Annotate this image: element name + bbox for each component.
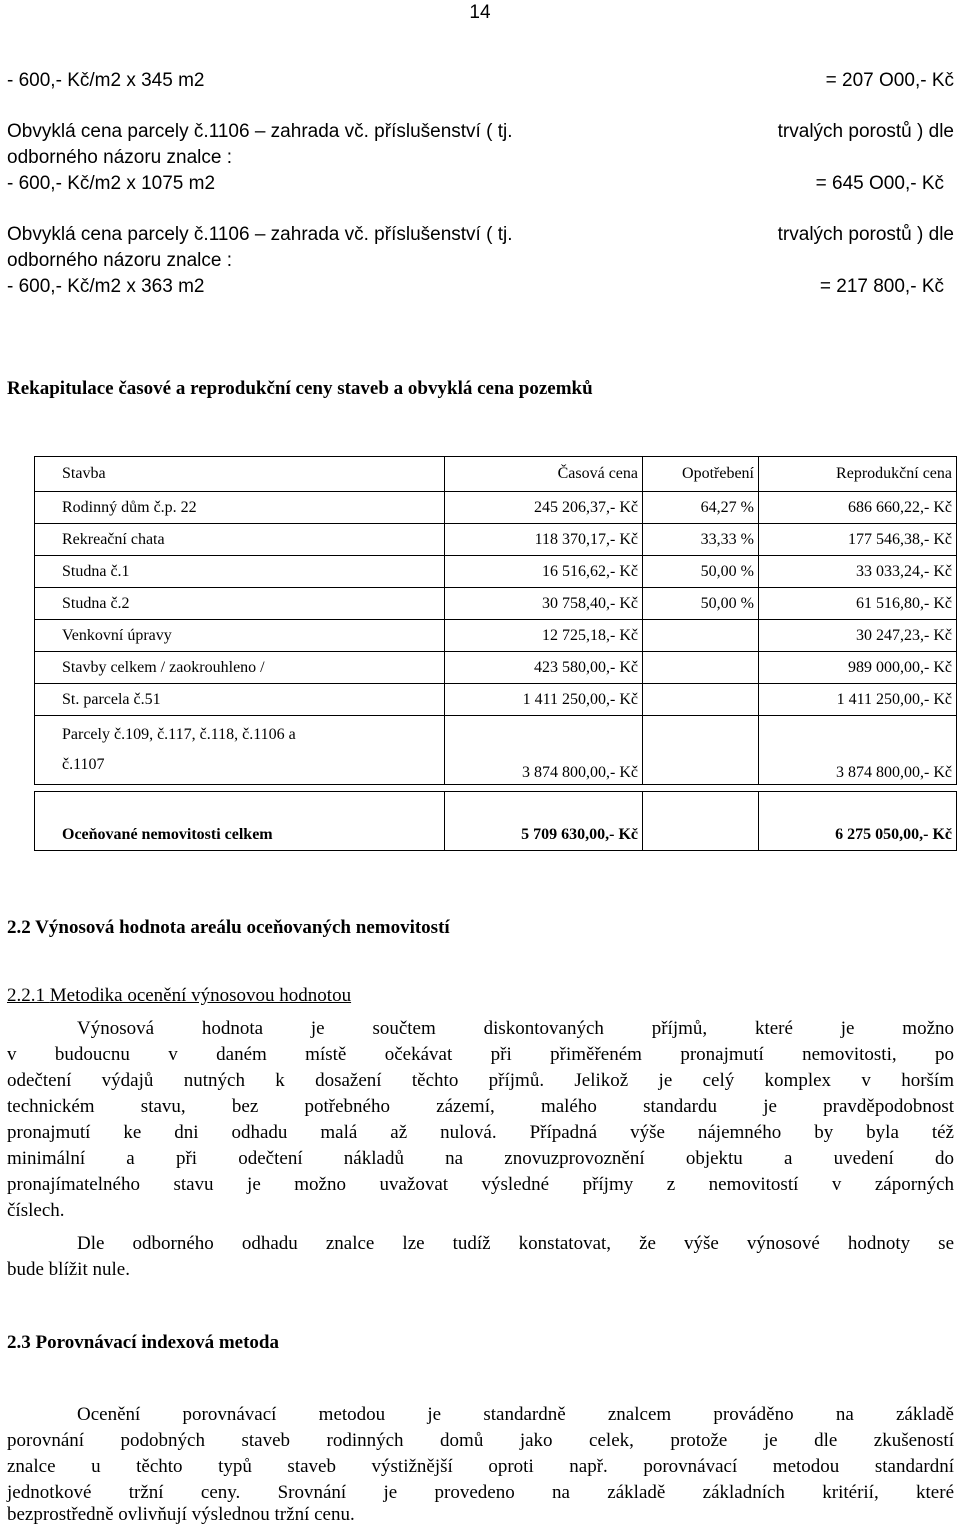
row-time-price: 423 580,00,- Kč — [445, 652, 643, 684]
section-2-3-heading — [7, 1331, 279, 1355]
parcels-name-line2: č.1107 — [62, 756, 105, 773]
paragraph-line: bude blížit nule. — [7, 1259, 130, 1280]
row-name: Studna č.2 — [35, 588, 445, 620]
row-repro-price: 1 411 250,00,- Kč — [759, 684, 957, 716]
valuation-1-formula: - 600,- Kč/m2 x 345 m2 — [7, 70, 205, 91]
valuation-1-result: = 207 O00,- Kč — [825, 70, 954, 91]
table-row — [35, 556, 957, 588]
valuation-3-description: Obvyklá cena parcely č.1106 – zahrada vč. příslušenství ( tj. — [7, 224, 513, 245]
total-time-price: 5 709 630,00,- Kč — [445, 792, 643, 851]
section-2-3-title: Porovnávací indexová metoda — [35, 1332, 279, 1353]
table-spacer — [35, 785, 957, 792]
row-depreciation: 64,27 % — [643, 492, 759, 524]
total-depreciation — [643, 792, 759, 851]
total-name: Oceňované nemovitosti celkem — [35, 792, 445, 851]
paragraph-line: minimální a při odečtení nákladů na znovuzprovoznění objektu a uvedení do — [7, 1148, 954, 1169]
row-repro-price: 30 247,23,- Kč — [759, 620, 957, 652]
paragraph-line: číslech. — [7, 1200, 65, 1221]
table-row — [35, 524, 957, 556]
row-name: Venkovní úpravy — [35, 620, 445, 652]
valuation-3-formula: - 600,- Kč/m2 x 363 m2 — [7, 276, 205, 297]
row-name: Stavby celkem / zaokrouhleno / — [35, 652, 445, 684]
table-row — [35, 492, 957, 524]
row-name: Studna č.1 — [35, 556, 445, 588]
row-name: St. parcela č.51 — [35, 684, 445, 716]
row-depreciation — [643, 620, 759, 652]
spacer-cell — [445, 785, 643, 792]
row-time-price: 1 411 250,00,- Kč — [445, 684, 643, 716]
row-repro-price: 61 516,80,- Kč — [759, 588, 957, 620]
spacer-cell — [759, 785, 957, 792]
valuation-3-note: odborného názoru znalce : — [7, 250, 232, 271]
table-row — [35, 652, 957, 684]
paragraph-line: v budoucnu v daném místě očekávat při přiměřeném pronajmutí nemovitosti, po — [7, 1044, 954, 1065]
parcels-depreciation — [643, 716, 759, 785]
valuation-2-description: Obvyklá cena parcely č.1106 – zahrada vč. příslušenství ( tj. — [7, 121, 513, 142]
total-repro-price: 6 275 050,00,- Kč — [759, 792, 957, 851]
row-time-price: 118 370,17,- Kč — [445, 524, 643, 556]
paragraph-line: Výnosová hodnota je součtem diskontovaných příjmů, které je možno — [77, 1018, 954, 1039]
table-header-row — [35, 457, 957, 492]
parcels-name — [35, 716, 445, 785]
valuation-3-description-end: trvalých porostů ) dle — [777, 224, 954, 245]
row-depreciation: 50,00 % — [643, 556, 759, 588]
paragraph-line: odečtení výdajů nutných k dosažení těchto příjmů. Jelikož je celý komplex v horším — [7, 1070, 954, 1091]
table-row — [35, 588, 957, 620]
paragraph-line: pronajmutí ke dni odhadu malá až nulová. Případná výše nájemného by byla též — [7, 1122, 954, 1143]
row-repro-price: 686 660,22,- Kč — [759, 492, 957, 524]
row-time-price: 16 516,62,- Kč — [445, 556, 643, 588]
row-name: Rekreační chata — [35, 524, 445, 556]
paragraph-line: znalce u těchto typů staveb výstižnější oproti např. porovnávací metodou standardní — [7, 1456, 954, 1477]
section-2-2-1-number: 2.2.1 — [7, 985, 45, 1006]
section-2-2-title: Výnosová hodnota areálu oceňovaných nemovitostí — [35, 917, 450, 938]
paragraph-line: Ocenění porovnávací metodou je standardně znalcem prováděno na základě — [77, 1404, 954, 1425]
row-depreciation — [643, 652, 759, 684]
row-time-price: 12 725,18,- Kč — [445, 620, 643, 652]
section-2-2-number: 2.2 — [7, 917, 31, 938]
row-repro-price: 177 546,38,- Kč — [759, 524, 957, 556]
section-2-3-number: 2.3 — [7, 1332, 31, 1353]
row-time-price: 245 206,37,- Kč — [445, 492, 643, 524]
spacer-cell — [35, 785, 445, 792]
header-opotrebeni: Opotřebení — [643, 457, 759, 492]
paragraph-line: Dle odborného odhadu znalce lze tudíž konstatovat, že výše výnosové hodnoty se — [77, 1233, 954, 1254]
valuation-2-description-end: trvalých porostů ) dle — [777, 121, 954, 142]
paragraph-line: jednotkové tržní ceny. Srovnání je provedeno na základě základních kritérií, které — [7, 1482, 954, 1503]
row-name: Rodinný dům č.p. 22 — [35, 492, 445, 524]
row-time-price: 30 758,40,- Kč — [445, 588, 643, 620]
section-2-2-1-heading — [7, 984, 351, 1008]
page-number: 14 — [469, 2, 491, 23]
paragraph-line: porovnání podobných staveb rodinných domů jako celek, protože je dle zkušeností — [7, 1430, 954, 1451]
row-depreciation: 50,00 % — [643, 588, 759, 620]
parcels-repro-price: 3 874 800,00,- Kč — [759, 716, 957, 785]
row-depreciation — [643, 684, 759, 716]
parcels-time-price: 3 874 800,00,- Kč — [445, 716, 643, 785]
header-reprodukcni-cena: Reprodukční cena — [759, 457, 957, 492]
parcels-name-line1: Parcely č.109, č.117, č.118, č.1106 a — [62, 726, 296, 743]
row-repro-price: 33 033,24,- Kč — [759, 556, 957, 588]
section-2-2-heading — [7, 916, 450, 940]
paragraph-line: bezprostředně ovlivňují výslednou tržní cenu. — [7, 1504, 355, 1525]
header-casova-cena: Časová cena — [445, 457, 643, 492]
section-2-2-1-title: Metodika ocenění výnosovou hodnotou — [49, 985, 352, 1006]
paragraph-line: pronajímatelného stavu je možno uvažovat výsledné příjmy z nemovitostí v záporných — [7, 1174, 954, 1195]
table-row — [35, 620, 957, 652]
recap-table — [34, 456, 957, 851]
row-repro-price: 989 000,00,- Kč — [759, 652, 957, 684]
recap-title: Rekapitulace časové a reprodukční ceny staveb a obvyklá cena pozemků — [7, 378, 593, 399]
paragraph-line: technickém stavu, bez potřebného zázemí, malého standardu je pravděpodobnost — [7, 1096, 954, 1117]
table-row-total — [35, 792, 957, 851]
valuation-2-note: odborného názoru znalce : — [7, 147, 232, 168]
valuation-3-result: = 217 800,- Kč — [819, 276, 944, 297]
valuation-2-result: = 645 O00,- Kč — [815, 173, 944, 194]
header-stavba: Stavba — [35, 457, 445, 492]
spacer-cell — [643, 785, 759, 792]
table-row — [35, 684, 957, 716]
table-row-parcels — [35, 716, 957, 785]
valuation-2-formula: - 600,- Kč/m2 x 1075 m2 — [7, 173, 216, 194]
row-depreciation: 33,33 % — [643, 524, 759, 556]
